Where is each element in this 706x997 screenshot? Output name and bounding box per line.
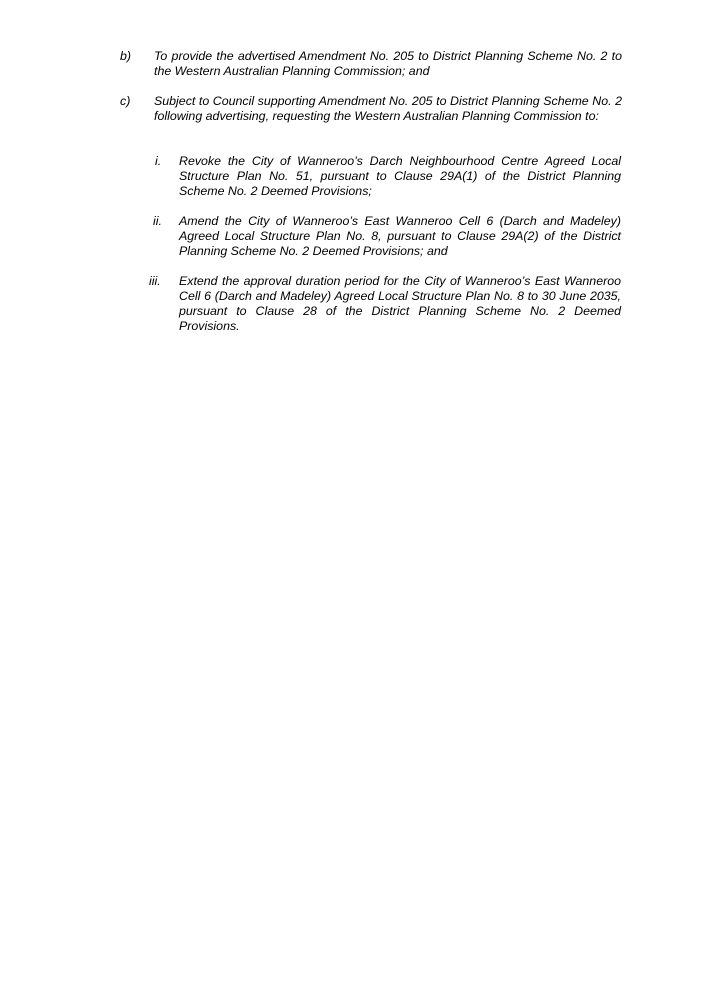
- sub-list-marker: ii.: [153, 214, 162, 228]
- list-marker: c): [120, 94, 131, 108]
- sub-list-item-text: Amend the City of Wanneroo’s East Wanneroo Cell 6 (Darch and Madeley) Agreed Local Structure Plan No. 8, pursuant to Clause 29A(2) of the District Planning Scheme No. 2 Deemed Provisions; and: [179, 214, 621, 258]
- sub-list-marker: iii.: [149, 274, 161, 288]
- sub-list-marker: i.: [155, 154, 162, 168]
- sub-list-item-text: Extend the approval duration period for the City of Wanneroo’s East Wanneroo Cell 6 (Darch and Madeley) Agreed Local Structure Plan No. 8 to 30 June 2035, pursuant to Clause 28 of the District Planning Scheme No. 2 Deemed Provisions.: [179, 274, 621, 333]
- sub-list-item-text: Revoke the City of Wanneroo’s Darch Neighbourhood Centre Agreed Local Structure Plan No. 51, pursuant to Clause 29A(1) of the District Planning Scheme No. 2 Deemed Provisions;: [179, 154, 621, 198]
- list-item-text: To provide the advertised Amendment No. 205 to District Planning Scheme No. 2 to the Western Australian Planning Commission; and: [154, 49, 622, 78]
- list-item-text: Subject to Council supporting Amendment No. 205 to District Planning Scheme No. 2 following advertising, requesting the Western Australian Planning Commission to:: [154, 94, 622, 123]
- list-marker: b): [120, 49, 132, 63]
